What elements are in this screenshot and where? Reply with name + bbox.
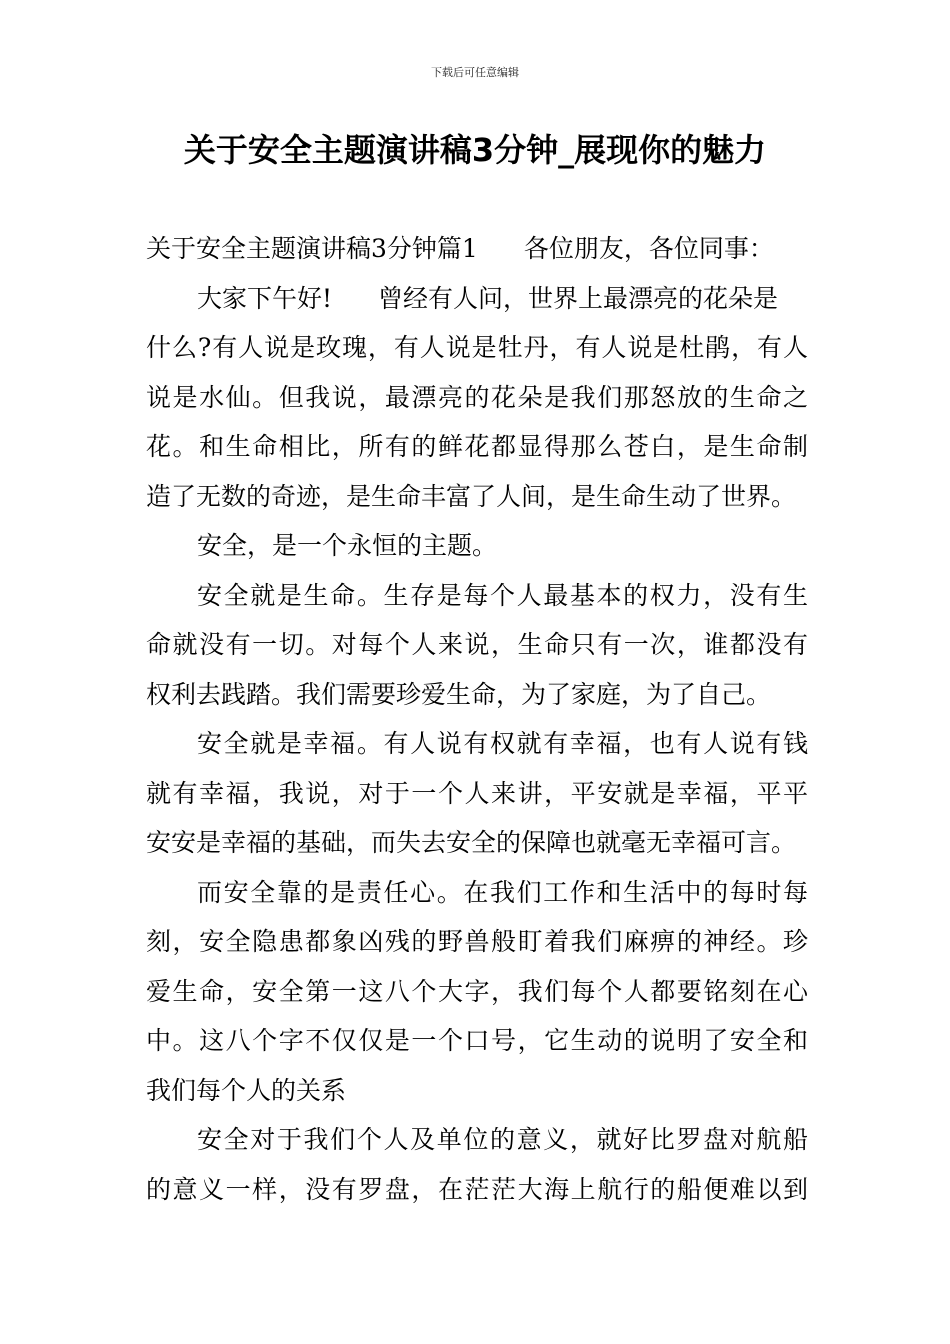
document-body (146, 224, 808, 1214)
body-line-11: 安全就是幸福。有人说有权就有幸福，也有人说有钱 (197, 729, 808, 758)
body-line-13: 安安是幸福的基础，而失去安全的保障也就毫无幸福可言。 (146, 828, 797, 857)
body-line-16: 爱生命，安全第一这八个大字，我们每个人都要铭刻在心 (146, 976, 808, 1006)
greeting: 大家下午好! (197, 283, 333, 313)
body-line-9: 命就没有一切。对每个人来说，生命只有一次，谁都没有 (146, 630, 808, 659)
document-title: 关于安全主题演讲稿3分钟_展现你的魅力 (183, 131, 767, 169)
body-line-1 (146, 224, 808, 274)
body-line-8: 安全就是生命。生存是每个人最基本的权力，没有生 (197, 580, 808, 610)
salutation: 各位朋友，各位同事： (523, 234, 774, 263)
section-heading: 关于安全主题演讲稿3分钟篇1 (146, 234, 478, 263)
body-line-12: 就有幸福，我说，对于一个人来讲，平安就是幸福，平平 (146, 778, 808, 808)
paragraph-start: 曾经有人问，世界上最漂亮的花朵是 (378, 283, 779, 313)
body-line-7: 安全，是一个永恒的主题。 (197, 531, 498, 560)
body-line-14: 而安全靠的是责任心。在我们工作和生活中的每时每 (197, 877, 808, 907)
body-line-19: 安全对于我们个人及单位的意义，就好比罗盘对航船 (197, 1125, 808, 1154)
body-line-2 (146, 274, 808, 324)
header-note: 下载后可任意编辑 (431, 66, 519, 79)
body-line-18: 我们每个人的关系 (146, 1075, 347, 1105)
body-line-4: 说是水仙。但我说，最漂亮的花朵是我们那怒放的生命之 (146, 382, 808, 412)
body-line-5: 花。和生命相比，所有的鲜花都显得那么苍白，是生命制 (146, 432, 808, 461)
body-line-17: 中。这八个字不仅仅是一个口号，它生动的说明了安全和 (146, 1026, 808, 1055)
body-line-15: 刻，安全隐患都象凶残的野兽般盯着我们麻痹的神经。珍 (146, 927, 808, 956)
body-line-10: 权利去践踏。我们需要珍爱生命，为了家庭，为了自己。 (146, 679, 772, 709)
body-line-20: 的意义一样，没有罗盘，在茫茫大海上航行的船便难以到 (146, 1174, 808, 1204)
body-line-6: 造了无数的奇迹，是生命丰富了人间，是生命生动了世界。 (146, 481, 797, 511)
body-line-3: 什么?有人说是玫瑰，有人说是牡丹，有人说是杜鹃，有人 (146, 333, 808, 362)
